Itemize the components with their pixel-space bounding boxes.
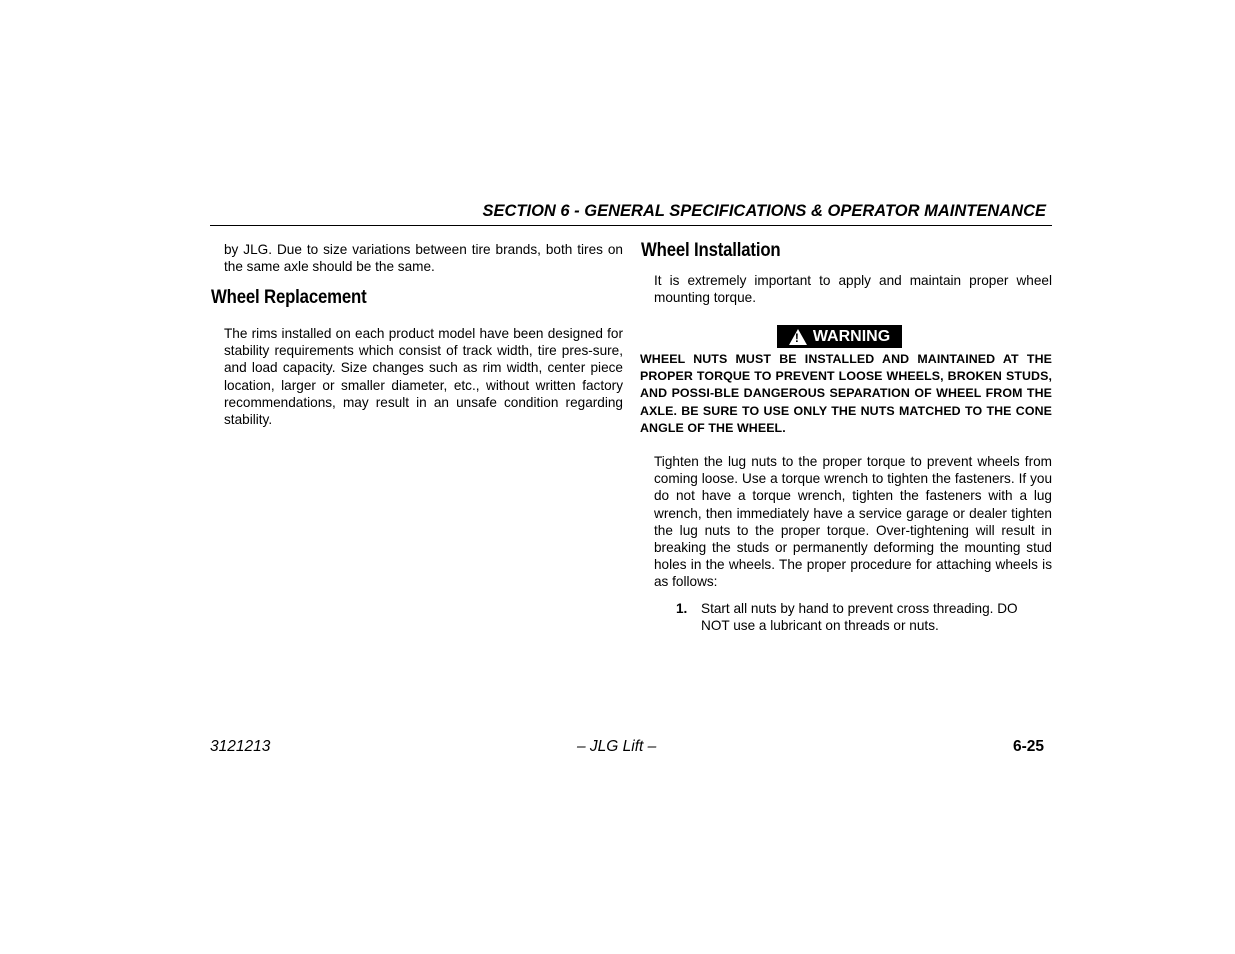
step-text: Start all nuts by hand to prevent cross threading. DO NOT use a lubricant on threads or nuts. xyxy=(701,601,1018,634)
footer-center-text: – JLG Lift – xyxy=(577,738,657,755)
list-item xyxy=(676,600,1036,634)
intro-paragraph: by JLG. Due to size variations between tire brands, both tires on the same axle should be the same. xyxy=(224,242,623,275)
warning-label: WARNING xyxy=(812,327,891,345)
torque-paragraph: Tighten the lug nuts to the proper torque to prevent wheels from coming loose. Use a torque wrench to tighten the fasteners. If you do not have a torque wrench, tighten the fasteners with a lug wrench, then immediately have a service garage or dealer tighten the lug nuts to the proper torque. Over-tightening will result in breaking the studs or permanently deforming the mounting stud holes in the wheels. The proper procedure for attaching wheels is as follows: xyxy=(654,454,1052,590)
wheel-installation-heading: Wheel Installation xyxy=(641,239,781,261)
step-number: 1. xyxy=(676,601,688,616)
warning-triangle-icon xyxy=(789,329,807,345)
wheel-replacement-heading: Wheel Replacement xyxy=(211,286,367,308)
warning-badge xyxy=(777,325,902,348)
installation-intro-paragraph: It is extremely important to apply and maintain proper wheel mounting torque. xyxy=(654,273,1052,306)
section-title: SECTION 6 - GENERAL SPECIFICATIONS & OPERATOR MAINTENANCE xyxy=(482,202,1046,220)
doc-number: 3121213 xyxy=(210,738,271,755)
warning-text: WHEEL NUTS MUST BE INSTALLED AND MAINTAINED AT THE PROPER TORQUE TO PREVENT LOOSE WHEELS, BROKEN STUDS, AND POSSI-BLE DANGEROUS SEPARATION OF WHEEL FROM THE AXLE. BE SURE TO USE ONLY THE NUTS MATCHED TO THE CONE ANGLE OF THE WHEEL. xyxy=(640,352,1052,435)
page-number: 6-25 xyxy=(1013,738,1045,755)
section-header xyxy=(210,202,1052,226)
wheel-replacement-paragraph: The rims installed on each product model have been designed for stability requirements which consist of track width, tire pres-sure, and load capacity. Size changes such as rim width, center piece location, larger or smaller diameter, etc., without written factory recommendations, may result in an unsafe condition regarding stability. xyxy=(224,326,623,428)
